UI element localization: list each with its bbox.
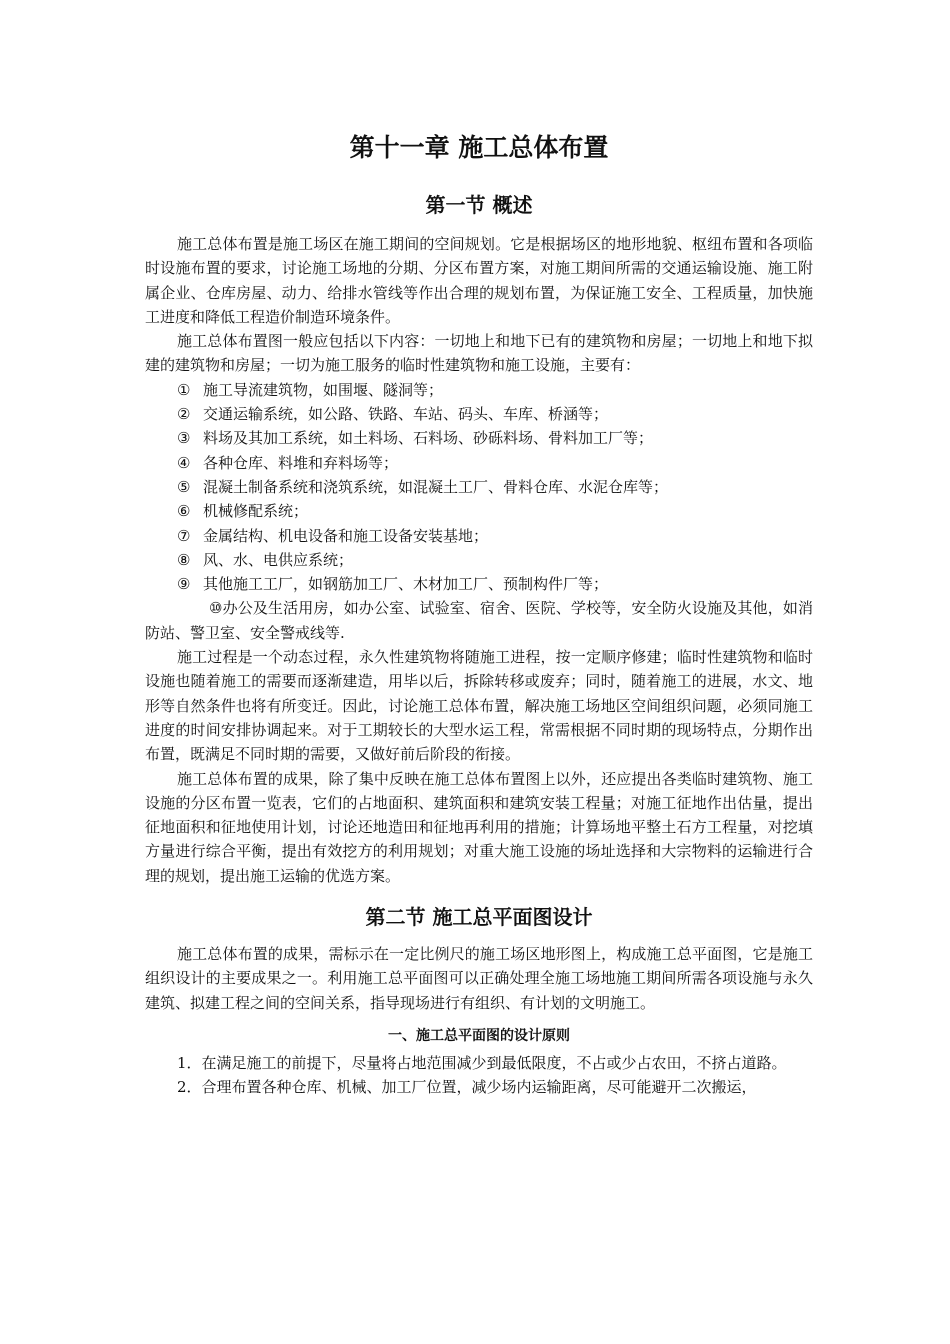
paragraph-overview-2: 施工总体布置图一般应包括以下内容：一切地上和地下已有的建筑物和房屋；一切地上和地下拟建的建筑物和房屋；一切为施工服务的临时性建筑物和施工设施，主要有： [145, 332, 813, 375]
section-title-site-plan: 第二节 施工总平面图设计 [365, 905, 593, 930]
list-item [145, 524, 813, 548]
list-marker: ③ [177, 429, 191, 448]
list-item [145, 596, 813, 645]
list-marker: ⑨ [177, 575, 191, 594]
list-marker: ② [177, 405, 191, 424]
list-item-text: 其他施工工厂，如钢筋加工厂、木材加工厂、预制构件厂等； [203, 575, 609, 594]
principle-item: 2．合理布置各种仓库、机械、加工厂位置，减少场内运输距离，尽可能避开二次搬运， [177, 1078, 757, 1097]
list-item-text: 施工导流建筑物，如围堰、隧洞等； [203, 380, 444, 399]
list-item-text: 机械修配系统； [203, 502, 309, 521]
list-marker: ⑥ [177, 502, 191, 521]
list-marker: ⑩ [209, 599, 223, 618]
list-item-text: 各种仓库、料堆和弃料场等； [203, 453, 399, 472]
list-item [145, 426, 813, 450]
list-item-text: 料场及其加工系统，如土料场、石料场、砂砾料场、骨料加工厂等； [203, 429, 654, 448]
paragraph-site-plan-1: 施工总体布置的成果，需标示在一定比例尺的施工场区地形图上，构成施工总平面图，它是施工组织设计的主要成果之一。利用施工总平面图可以正确处理全施工场地施工期间所需各项设施与永久建筑、拟建工程之间的空间关系，指导现场进行有组织、有计划的文明施工。 [145, 945, 813, 1012]
list-item [145, 572, 813, 596]
list-item-text: 风、水、电供应系统； [203, 550, 354, 569]
list-item [145, 378, 813, 402]
list-item [145, 451, 813, 475]
list-item-text: 办公及生活用房，如办公室、试验室、宿舍、医院、学校等，安全防火设施及其他，如消防站、警卫室、安全警戒线等. [145, 599, 813, 642]
list-item [145, 475, 813, 499]
list-marker: ① [177, 380, 191, 399]
paragraph-overview-4: 施工总体布置的成果，除了集中反映在施工总体布置图上以外，还应提出各类临时建筑物、施工设施的分区布置一览表，它们的占地面积、建筑面积和建筑安装工程量；对施工征地作出估量，提出征地面积和征地使用计划，讨论还地造田和征地再利用的措施；计算场地平整土石方工程量，对挖填方量进行综合平衡，提出有效挖方的利用规划；对重大施工设施的场址选择和大宗物料的运输进行合理的规划，提出施工运输的优选方案。 [145, 769, 813, 885]
list-marker: ④ [177, 453, 191, 472]
list-item [145, 548, 813, 572]
subsection-title-design-principles: 一、施工总平面图的设计原则 [388, 1027, 570, 1044]
chapter-title: 第十一章 施工总体布置 [349, 133, 609, 162]
principle-item: 1．在满足施工的前提下，尽量将占地范围减少到最低限度，不占或少占农田，不挤占道路。 [177, 1053, 787, 1072]
list-marker: ⑤ [177, 477, 191, 496]
list-marker: ⑦ [177, 526, 191, 545]
list-item-text: 金属结构、机电设备和施工设备安装基地； [203, 526, 489, 545]
section-title-overview: 第一节 概述 [425, 193, 533, 217]
paragraph-overview-1: 施工总体布置是施工场区在施工期间的空间规划。它是根据场区的地形地貌、枢纽布置和各项临时设施布置的要求，讨论施工场地的分期、分区布置方案，对施工期间所需的交通运输设施、施工附属企业、仓库房屋、动力、给排水管线等作出合理的规划布置，为保证施工安全、工程质量，加快施工进度和降低工程造价制造环境条件。 [145, 235, 813, 326]
list-item-text: 混凝土制备系统和浇筑系统，如混凝土工厂、骨料仓库、水泥仓库等； [203, 477, 669, 496]
list-marker: ⑧ [177, 550, 191, 569]
document-page [145, 128, 813, 1100]
list-item [145, 402, 813, 426]
paragraph-overview-3: 施工过程是一个动态过程，永久性建筑物将随施工进程，按一定顺序修建；临时性建筑物和临时设施也随着施工的需要而逐渐建造，用毕以后，拆除转移或废弃；同时，随着施工的进展，水文、地形等自然条件也将有所变迁。因此，讨论施工总体布置，解决施工场地区空间组织问题，必须同施工进度的时间安排协调起来。对于工期较长的大型水运工程，常需根据不同时期的现场特点，分期作出布置，既满足不同时期的需要，又做好前后阶段的衔接。 [145, 648, 813, 764]
facility-list [145, 378, 813, 645]
list-item-text: 交通运输系统，如公路、铁路、车站、码头、车库、桥涵等； [203, 405, 609, 424]
list-item [145, 499, 813, 523]
